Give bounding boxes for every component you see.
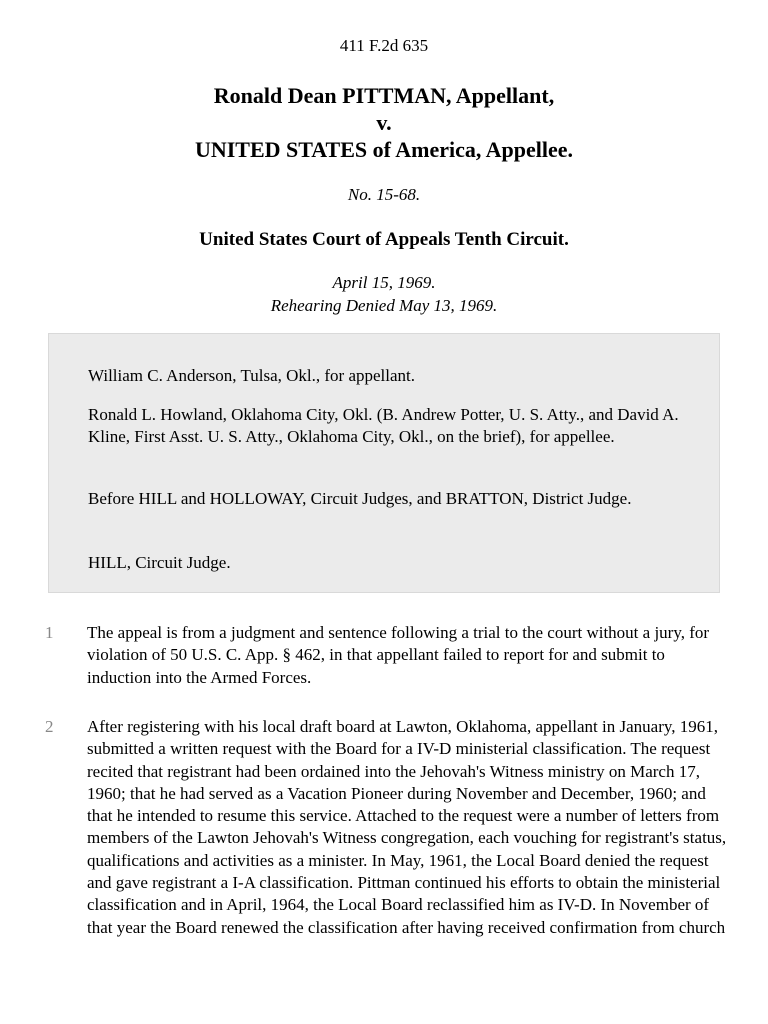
paragraph-text: After registering with his local draft board at Lawton, Oklahoma, appellant in January, 1961, submitted a written request with the Board for a IV-D ministerial classification. The request recited that registrant had been ordained into the Jehovah's Witness ministry on March 17, 1960; that he had served as a Vacation Pioneer during November and December, 1960; and that he intended to resume this service. Attached to the request were a number of letters from members of the Lawton Jehovah's Witness congregation, each vouching for registrant's status, qualifications and activities as a minister. In May, 1961, the Local Board denied the request and gave registrant a I-A classification. Pittman continued his efforts to obtain the ministerial classification and in April, 1964, the Local Board reclassified him as IV-D. In November of that year the Board renewed the classification after having received confirmation from church [87,717,727,937]
opinion-author: HILL, Circuit Judge. [88,553,231,572]
paragraph-number: 1 [45,623,54,642]
decided-date: April 15, 1969. [332,273,436,292]
appellant-party: Ronald Dean PITTMAN, Appellant, [213,83,555,108]
court-name: United States Court of Appeals Tenth Circuit. [199,229,569,250]
case-caption [0,82,768,163]
paragraph-number: 2 [45,717,54,736]
rehearing-date: Rehearing Denied May 13, 1969. [270,296,498,315]
paragraph-text: The appeal is from a judgment and sentence following a trial to the court without a jury, for violation of 50 U.S. C. App. § 462, in that appellant failed to report for and submit to induction into the Armed Forces. [87,623,710,687]
appellee-counsel: Ronald L. Howland, Oklahoma City, Okl. (B. Andrew Potter, U. S. Atty., and David A. Kline, First Asst. U. S. Atty., Oklahoma City, Okl., on the brief), for appellee. [88,405,679,446]
appellee-party: UNITED STATES of America, Appellee. [194,137,574,162]
counsel-box [48,333,720,593]
decision-dates [0,271,768,317]
panel-judges: Before HILL and HOLLOWAY, Circuit Judges, and BRATTON, District Judge. [88,489,632,508]
appellant-counsel: William C. Anderson, Tulsa, Okl., for appellant. [88,366,416,385]
docket-number: No. 15-68. [347,185,421,204]
versus: v. [376,110,392,135]
citation: 411 F.2d 635 [339,36,429,55]
